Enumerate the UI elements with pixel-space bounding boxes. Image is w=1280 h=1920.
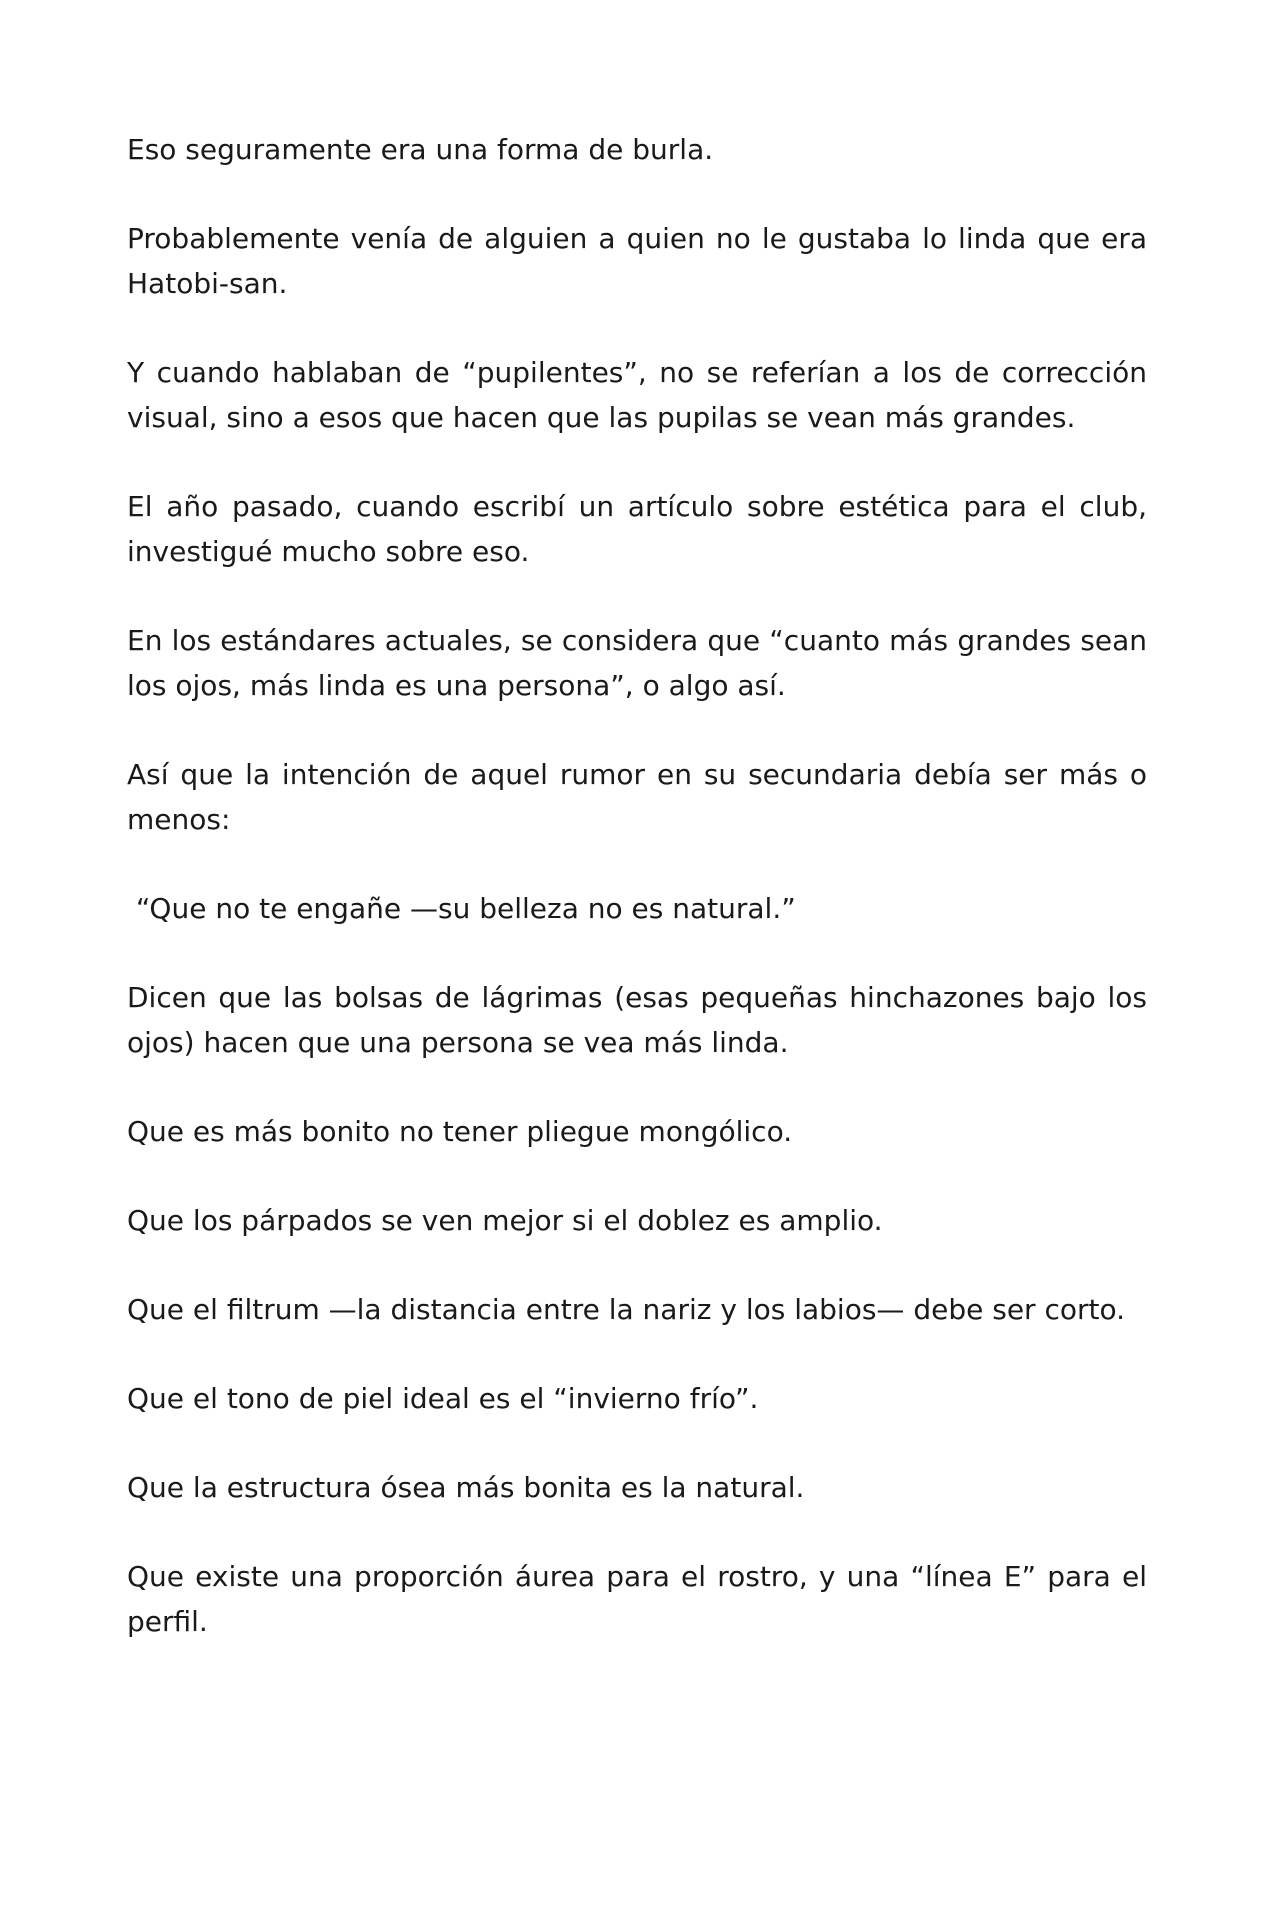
paragraph: Así que la intención de aquel rumor en su secundaria debía ser más o menos: bbox=[127, 758, 1147, 836]
paragraph: Que el filtrum —la distancia entre la nariz y los labios— debe ser corto. bbox=[127, 1293, 1126, 1326]
paragraph: Y cuando hablaban de “pupilentes”, no se referían a los de corrección visual, sino a esos que hacen que las pupilas se vean más grandes. bbox=[127, 356, 1147, 434]
paragraph: En los estándares actuales, se considera que “cuanto más grandes sean los ojos, más linda es una persona”, o algo así. bbox=[127, 624, 1147, 702]
paragraph: El año pasado, cuando escribí un artículo sobre estética para el club, investigué mucho sobre eso. bbox=[127, 490, 1147, 568]
quote-paragraph: “Que no te engañe —su belleza no es natural.” bbox=[127, 892, 796, 925]
paragraph: Que existe una proporción áurea para el rostro, y una “línea E” para el perfil. bbox=[127, 1560, 1147, 1638]
paragraph: Que la estructura ósea más bonita es la natural. bbox=[127, 1471, 805, 1504]
paragraph: Que el tono de piel ideal es el “invierno frío”. bbox=[127, 1382, 759, 1415]
paragraph: Dicen que las bolsas de lágrimas (esas pequeñas hinchazones bajo los ojos) hacen que una persona se vea más linda. bbox=[127, 981, 1147, 1059]
document-body bbox=[127, 127, 1147, 1688]
paragraph: Que es más bonito no tener pliegue mongólico. bbox=[127, 1115, 793, 1148]
paragraph: Probablemente venía de alguien a quien no le gustaba lo linda que era Hatobi-san. bbox=[127, 222, 1147, 300]
paragraph: Que los párpados se ven mejor si el doblez es amplio. bbox=[127, 1204, 883, 1237]
paragraph: Eso seguramente era una forma de burla. bbox=[127, 133, 714, 166]
